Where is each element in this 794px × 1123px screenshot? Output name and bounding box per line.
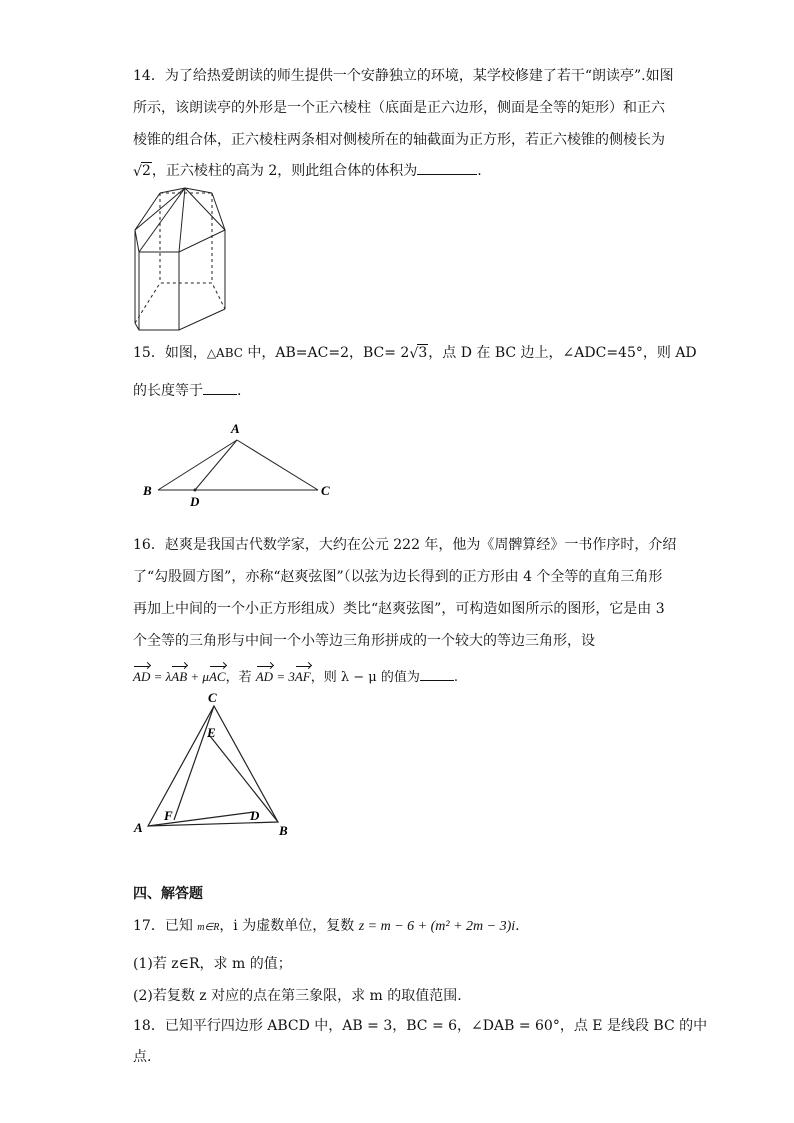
q15-line-2: 的长度等于 .: [133, 383, 242, 399]
label-B: B: [279, 823, 288, 838]
q15-figure-triangle: [140, 420, 340, 510]
answer-blank: [420, 668, 454, 681]
q16-line-3: 再加上中间的一个小正方形组成）类比“赵爽弦图”，可构造如图所示的图形，它是由 3: [133, 601, 665, 617]
vector-AF: AF: [294, 669, 311, 684]
q17-part-1: (1)若 z∈R，求 m 的值；: [133, 956, 292, 972]
q17-part-2: (2)若复数 z 对应的点在第三象限，求 m 的取值范围.: [133, 988, 462, 1004]
label-D: D: [250, 808, 260, 823]
label-B: B: [143, 483, 152, 498]
q16-line-1: 16．赵爽是我国古代数学家，大约在公元 222 年，他为《周髀算经》一书作序时，介绍: [133, 537, 677, 553]
q14-line-1: 14．为了给热爱朗读的师生提供一个安静独立的环境，某学校修建了若干“朗读亭”.如图: [133, 68, 674, 84]
q18-line-2: 点.: [133, 1049, 152, 1065]
label-F: F: [164, 808, 173, 823]
q16-line-5: AD = λAB + μAC，若 AD = 3AF，则 λ − μ 的值为 .: [133, 669, 458, 685]
q16-line-2: 了“勾股圆方图”，亦称“赵爽弦图”（以弦为边长得到的正方形由 4 个全等的直角三角形: [133, 569, 663, 585]
sqrt-expression: √ 2: [133, 163, 151, 180]
label-A: A: [231, 421, 240, 436]
label-D: D: [190, 494, 200, 509]
sqrt-expression: √ 3: [409, 345, 428, 362]
q14-line-4: √ 2，正六棱柱的高为 2，则此组合体的体积为 .: [133, 163, 482, 180]
label-C: C: [321, 483, 330, 498]
q14-line-2: 所示，该朗读亭的外形是一个正六棱柱（底面是正六边形，侧面是全等的矩形）和正六: [133, 100, 665, 116]
answer-blank: [417, 162, 477, 175]
q18-line-1: 18．已知平行四边形 ABCD 中，AB = 3，BC = 6，∠DAB = 60°，点 E 是线段 BC 的中: [133, 1018, 708, 1034]
section-title: 四、解答题: [133, 886, 203, 902]
q16-figure-zhao-shuang-triangle: [128, 692, 298, 842]
label-A: A: [134, 820, 143, 835]
vector-AD-2: AD: [255, 669, 274, 684]
q14-figure-prism-pyramid: [125, 185, 235, 335]
vector-AB: AB: [171, 669, 188, 684]
label-C: C: [208, 690, 217, 705]
q15-line-1: 15．如图，△ABC 中，AB=AC=2，BC= 2 √ 3，点 D 在 BC 边上，∠ADC=45°，则 AD: [133, 345, 697, 362]
answer-blank: [203, 382, 237, 395]
q16-line-4: 个全等的三角形与中间一个小等边三角形拼成的一个较大的等边三角形，设: [133, 633, 595, 649]
vector-AC: AC: [208, 669, 226, 684]
q17-line-1: 17．已知 m∈R，i 为虚数单位，复数 z = m − 6 + (m² + 2m − 3)i.: [133, 918, 520, 934]
label-E: E: [207, 725, 216, 740]
vector-AD: AD: [133, 669, 151, 684]
q14-line-3: 棱锥的组合体，正六棱柱两条相对侧棱所在的轴截面为正方形，若正六棱锥的侧棱长为: [133, 132, 665, 148]
